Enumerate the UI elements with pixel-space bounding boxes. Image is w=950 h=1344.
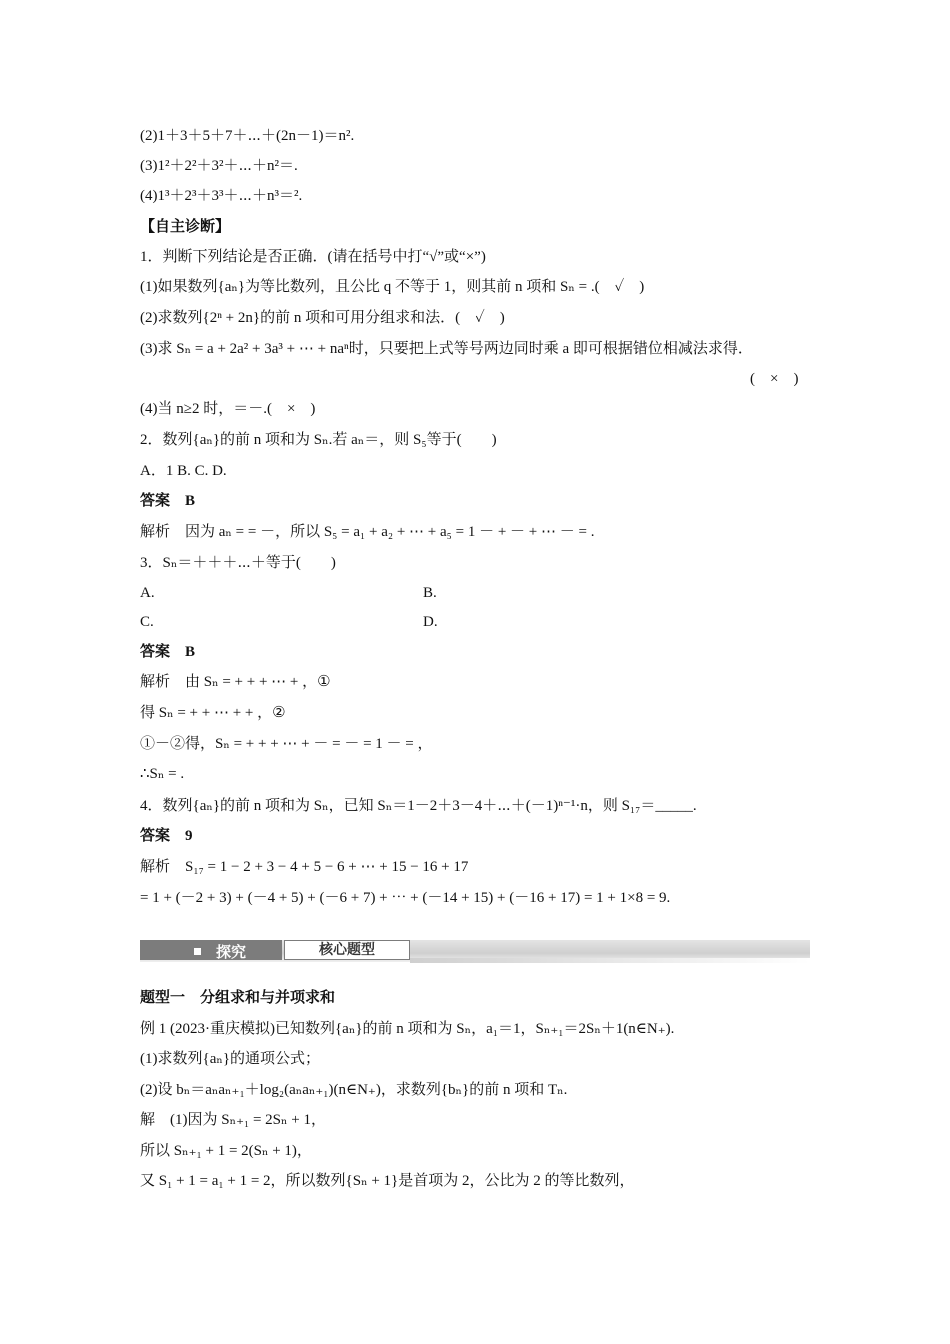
formula-line-4: (4)1³＋2³＋3³＋⋯＋n³＝². [140, 188, 303, 204]
question-1-item-3-answer: ( × ) [750, 371, 799, 387]
question-1-item-1: (1)如果数列{aₙ}为等比数列，且公比 q 不等于 1，则其前 n 项和 Sₙ = .( ✓ ) [140, 279, 645, 295]
section-banner [140, 938, 810, 964]
banner-fade-line [410, 958, 810, 963]
example-1-part-1: (1)求数列{aₙ}的通项公式； [140, 1051, 321, 1067]
question-3-answer: 答案 B [140, 644, 196, 660]
formula-line-3: (3)1²＋2²＋3²＋⋯＋n²＝. [140, 158, 298, 174]
question-3-option-c: C. [140, 614, 154, 630]
square-bullet-icon [194, 948, 201, 955]
question-3-option-b: B. [423, 585, 437, 601]
banner-label-explore: 探究 [216, 943, 247, 961]
banner-label-core-types: 核心题型 [319, 942, 375, 958]
solution-line-2: 所以 Sₙ₊₁ + 1 = 2(Sₙ + 1)， [140, 1143, 312, 1159]
banner-light-tab [284, 940, 410, 960]
question-3-analysis-4: ∴Sₙ = . [140, 766, 185, 782]
question-4-answer: 答案 9 [140, 828, 193, 844]
formula-line-2: (2)1＋3＋5＋7＋⋯＋(2n－1)＝n². [140, 128, 355, 144]
question-1-item-4: (4)当 n≥2 时，＝－.( × ) [140, 401, 316, 417]
section-heading-self-diagnosis: 【自主诊断】 [140, 219, 231, 235]
question-1: 1．判断下列结论是否正确．(请在括号中打“√”或“×”) [140, 249, 486, 265]
question-3-option-a: A. [140, 585, 155, 601]
question-3-analysis-1: 解析 由 Sₙ = + + + ⋯ + ，① [140, 674, 331, 690]
question-3-analysis-2: 得 Sₙ = + + ⋯ + + ，② [140, 705, 286, 721]
question-1-item-3: (3)求 Sₙ = a + 2a² + 3a³ + ⋯ + naⁿ时，只要把上式等号两边同时乘 a 即可根据错位相减法求得． [140, 341, 753, 357]
question-2: 2．数列{aₙ}的前 n 项和为 Sₙ.若 aₙ＝，则 S₅等于( ) [140, 432, 497, 448]
question-4-analysis-1: 解析 S₁₇ = 1 − 2 + 3 − 4 + 5 − 6 + ⋯ + 15 − 16 + 17 [140, 859, 469, 875]
solution-line-3: 又 S₁ + 1 = a₁ + 1 = 2，所以数列{Sₙ + 1}是首项为 2，公比为 2 的等比数列， [140, 1173, 635, 1189]
banner-dark-tab [140, 940, 282, 960]
question-2-options: A．1 B. C. D. [140, 463, 227, 479]
question-4: 4．数列{aₙ}的前 n 项和为 Sₙ，已知 Sₙ＝1－2＋3－4＋⋯＋(－1)ⁿ⁻¹·n，则 S₁₇＝_____. [140, 798, 697, 814]
example-1: 例 1 (2023·重庆模拟)已知数列{aₙ}的前 n 项和为 Sₙ，a₁＝1，Sₙ₊₁＝2Sₙ＋1(n∈N₊). [140, 1021, 675, 1037]
example-1-part-2: (2)设 bₙ＝aₙaₙ₊₁＋log₂(aₙaₙ₊₁)(n∈N₊)，求数列{bₙ}的前 n 项和 Tₙ. [140, 1082, 568, 1098]
question-4-analysis-2: = 1 + (－2 + 3) + (－4 + 5) + (－6 + 7) + ⋯ + (－14 + 15) + (－16 + 17) = 1 + 1×8 = 9. [140, 890, 671, 906]
solution-line-1: 解 (1)因为 Sₙ₊₁ = 2Sₙ + 1， [140, 1112, 326, 1128]
question-3-option-d: D. [423, 614, 438, 630]
question-1-item-2: (2)求数列{2ⁿ + 2n}的前 n 项和可用分组求和法．( ✓ ) [140, 310, 505, 326]
question-3-analysis-3: ①－②得，Sₙ = + + + ⋯ + － = － = 1 － = ， [140, 736, 433, 752]
question-2-answer: 答案 B [140, 493, 196, 509]
question-2-analysis: 解析 因为 aₙ = = －，所以 S₅ = a₁ + a₂ + ⋯ + a₅ = 1 － + － + ⋯ － = . [140, 524, 595, 540]
question-3: 3．Sₙ＝＋＋＋⋯＋等于( ) [140, 555, 336, 571]
topic-heading: 题型一 分组求和与并项求和 [140, 990, 336, 1006]
